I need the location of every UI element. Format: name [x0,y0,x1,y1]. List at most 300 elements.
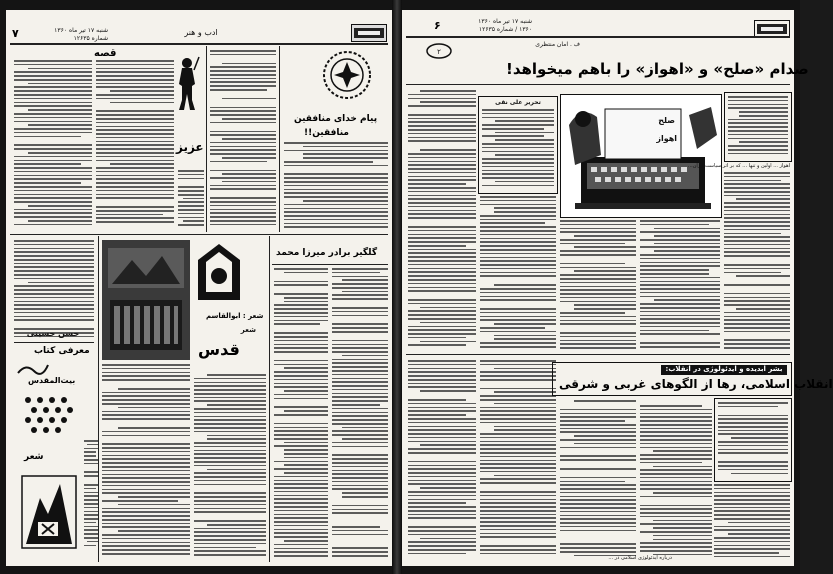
text-line [84,463,98,465]
text-line [96,141,174,143]
text-line [482,170,554,172]
text-line [480,399,556,401]
text-line [736,275,790,277]
lower-kicker: بشر آبدیده و ایدئولوژی در انقلاب: [661,365,787,375]
poetry-column [194,374,266,560]
left-masthead-issue: شماره ۱۲۶۳۵ [73,35,108,42]
right-column-2 [480,196,556,352]
text-line [87,444,98,446]
text-line [653,450,712,452]
text-line [728,522,790,524]
story-column-2 [96,60,174,228]
text-line [284,464,328,466]
text-line [332,442,388,444]
text-line [102,447,190,449]
text-line [574,270,636,272]
text-line [408,226,476,228]
text-line [118,504,190,506]
text-line [284,208,388,210]
text-line [84,529,98,531]
text-line [640,462,702,464]
text-line [640,458,712,460]
text-line [14,289,94,291]
text-line [560,347,636,349]
text-line [480,268,556,270]
text-line [222,157,276,159]
text-line [274,340,328,342]
text-line [14,117,92,119]
text-line [110,102,174,104]
text-line [494,391,556,393]
text-line [640,409,712,411]
text-line [653,520,712,522]
text-line [408,371,476,373]
text-line [494,429,556,431]
text-line [560,530,636,532]
text-line [640,516,712,518]
text-line [724,339,790,341]
text-line [284,215,388,217]
text-line [560,496,636,498]
text-line [408,314,476,316]
text-line [640,454,712,456]
text-line [274,551,328,553]
text-line [210,224,276,226]
text-line [332,534,388,536]
text-line [14,160,92,162]
text-line [332,485,388,487]
text-line [560,224,636,226]
text-line [96,214,163,216]
text-line [480,437,556,439]
text-line [560,228,636,230]
text-line [408,210,476,212]
text-line [284,297,328,299]
text-line [84,533,98,535]
text-line [731,473,788,475]
text-line [84,514,98,516]
typewriter-cartoon [561,95,721,217]
text-line [560,484,636,486]
text-line [482,135,544,137]
text-line [96,129,174,131]
text-line [408,237,476,239]
text-line [178,209,204,211]
story-column-3 [178,170,204,228]
text-line [480,471,556,473]
text-line [96,68,174,70]
text-line [332,370,388,372]
text-line [84,484,98,486]
text-line [724,233,781,235]
text-line [14,163,81,165]
text-line [408,213,476,215]
page-gutter [392,0,402,574]
text-line [408,541,476,543]
text-line [284,301,328,303]
text-line [102,458,190,460]
poetry-title: قدس [198,340,240,359]
text-line [14,293,94,295]
text-line [560,447,636,449]
book-logo-small [16,360,50,374]
text-line [560,439,636,441]
text-line [560,547,636,549]
text-line [420,390,476,392]
text-line [96,182,174,184]
text-line [408,202,476,204]
text-line [210,70,276,72]
right-lower-column-3 [560,400,636,560]
text-line [560,293,636,295]
text-line [408,252,476,254]
text-line [14,316,94,318]
text-line [480,234,556,236]
text-line [408,448,476,450]
text-line [274,386,328,388]
text-line [14,240,94,242]
text-line [274,344,328,346]
text-line [178,174,204,176]
text-line [178,186,204,188]
text-line [284,196,388,198]
text-line [14,308,94,310]
text-line [408,164,476,166]
text-line [724,284,790,286]
text-line [408,168,476,170]
text-line [87,541,98,543]
text-line [14,71,92,73]
text-line [654,228,720,230]
text-line [640,546,712,548]
text-line [274,308,328,310]
text-line [724,172,790,174]
editorial-box-text [482,109,554,189]
text-line [194,476,266,478]
text-line [408,114,476,116]
text-line [408,386,476,388]
text-line [210,188,276,190]
right-page [402,10,833,566]
left-mid-rule [10,234,388,235]
text-line [194,547,256,549]
book-title-2: شعر [24,452,44,462]
text-line [274,351,328,353]
poem-title: پیام خدای منافقین [294,114,378,124]
text-line [714,545,790,547]
text-line [560,320,636,322]
text-line [494,426,556,428]
text-line [724,343,790,345]
text-line [194,385,266,387]
text-line [210,216,276,218]
text-line [728,126,788,128]
text-line [96,60,174,62]
text-line [480,299,556,301]
text-line [408,260,476,262]
text-line [728,122,788,124]
text-line [408,268,476,270]
text-line [96,94,174,96]
text-line [480,491,556,493]
text-line [480,506,556,508]
text-line [194,442,266,444]
left-section-logo [351,24,387,42]
text-line [28,205,92,207]
text-line [96,171,174,173]
text-line [408,480,476,482]
text-line [560,282,636,284]
text-line [640,550,712,552]
text-line [102,466,190,468]
text-line [408,329,476,331]
cartoon-frame [560,94,722,218]
text-line [560,289,636,291]
svg-text:۲: ۲ [437,48,441,56]
text-line [640,447,712,449]
text-line [482,151,554,153]
text-line [332,555,388,557]
text-line [332,470,388,472]
text-line [14,167,92,169]
text-line [178,224,204,226]
text-line [560,543,636,545]
text-line [102,395,190,397]
text-line [480,327,545,329]
text-line [102,399,190,401]
text-line [718,449,788,451]
text-line [724,297,790,299]
text-line [408,426,476,428]
text-line [274,304,328,306]
text-line [560,278,636,280]
text-line [640,262,720,264]
text-line [408,303,476,305]
text-line [480,272,556,274]
text-line [332,362,388,364]
text-line [14,64,92,66]
text-line [194,508,266,510]
text-line [274,548,328,550]
text-line [102,538,190,540]
text-line [408,234,476,236]
text-line [718,430,788,432]
text-line [480,482,556,484]
lower-headline-box [552,362,833,396]
text-line [408,383,476,385]
main-headline: صدام «صلح» و «اهواز» را باهم میخواهد! [506,60,809,78]
text-line [408,461,476,463]
text-line [118,388,190,390]
text-line [724,244,790,246]
text-line [210,78,276,80]
text-line [194,465,266,467]
text-line [408,410,476,412]
right-lower-column-4 [640,400,712,560]
text-line [102,403,190,405]
text-line [494,323,556,325]
headline-rule [406,84,790,85]
text-line [84,526,98,528]
text-line [84,503,98,505]
text-line [724,229,790,231]
text-line [210,131,276,133]
text-line [178,205,204,207]
text-line [194,528,266,530]
text-line [728,149,788,151]
text-line [342,355,388,357]
text-line [480,407,556,409]
text-line [574,308,636,310]
text-line [14,266,94,268]
text-line [482,147,554,149]
text-line [560,231,636,233]
text-line [194,461,266,463]
text-line [724,251,790,253]
text-line [102,375,190,377]
text-line [194,457,266,459]
text-line [332,462,388,464]
text-line [480,463,556,465]
text-line [274,284,328,286]
text-line [480,249,556,251]
text-line [714,484,790,486]
text-line [274,506,328,508]
text-line [714,495,790,497]
text-line [102,542,190,544]
text-line [640,505,712,507]
text-line [739,111,788,113]
text-line [274,423,328,425]
story-title: قصه [94,48,117,59]
text-line [194,480,266,482]
text-line [342,427,388,429]
text-line [194,496,266,498]
text-line [332,344,388,346]
text-line [194,472,266,474]
text-line [284,442,328,444]
text-line [724,176,790,178]
text-line [640,322,720,324]
text-line [736,308,790,310]
text-line [408,129,476,131]
text-line [28,83,92,85]
text-line [480,499,556,501]
text-line [560,551,636,553]
text-line [274,438,328,440]
text-line [480,241,556,243]
text-line [640,292,720,294]
text-line [480,549,556,551]
text-line [495,154,554,156]
text-line [14,244,94,246]
text-line [178,170,204,172]
text-line [482,124,554,126]
text-line [408,264,476,266]
text-line [194,408,266,410]
text-line [408,230,476,232]
text-line [14,144,92,146]
text-line [420,538,476,540]
text-line [718,402,788,404]
text-line [480,222,545,224]
text-line [653,492,712,494]
text-line [284,142,388,144]
text-line [480,414,556,416]
text-line [332,374,388,376]
text-line [482,143,554,145]
text-line [102,519,190,521]
column-emblem [426,43,452,59]
text-line [332,359,388,361]
text-line [14,224,92,226]
text-line [739,141,788,143]
text-line [480,245,556,247]
text-line [728,119,788,121]
text-line [560,340,636,342]
poem-list-column [210,50,276,230]
text-line [14,90,92,92]
text-line [274,332,328,334]
text-line [332,505,388,507]
text-line [14,197,92,199]
text-line [14,285,94,287]
text-line [102,451,190,453]
text-line [408,502,466,504]
book-cover-pattern [20,394,80,438]
text-line [480,441,556,443]
text-line [408,94,476,96]
text-line [640,284,720,286]
text-line [718,452,788,454]
text-line [480,388,556,390]
text-line [408,360,476,362]
text-line [210,197,276,199]
text-line [480,495,556,497]
text-line [724,217,790,219]
left-masthead-rule [10,43,388,45]
text-line [274,398,328,400]
text-line [420,149,476,151]
text-line [718,426,788,428]
text-line [408,530,476,532]
text-line [102,500,178,502]
text-line [102,477,190,479]
text-line [574,235,636,237]
text-line [14,278,94,280]
text-line [96,98,174,100]
text-line [640,303,720,305]
text-line [640,439,712,441]
text-line [560,468,636,470]
text-line [110,163,174,165]
text-line [724,202,790,204]
text-line [274,536,328,538]
left-column-rule-1 [206,46,207,232]
text-line [96,133,174,135]
text-line [210,209,276,211]
text-line [102,526,190,528]
text-line [284,449,328,451]
text-line [274,544,328,546]
text-line [718,433,788,435]
text-line [560,267,636,269]
text-line [480,253,556,255]
text-line [28,282,94,284]
text-line [653,535,712,537]
text-line [14,128,92,130]
text-line [102,523,190,525]
